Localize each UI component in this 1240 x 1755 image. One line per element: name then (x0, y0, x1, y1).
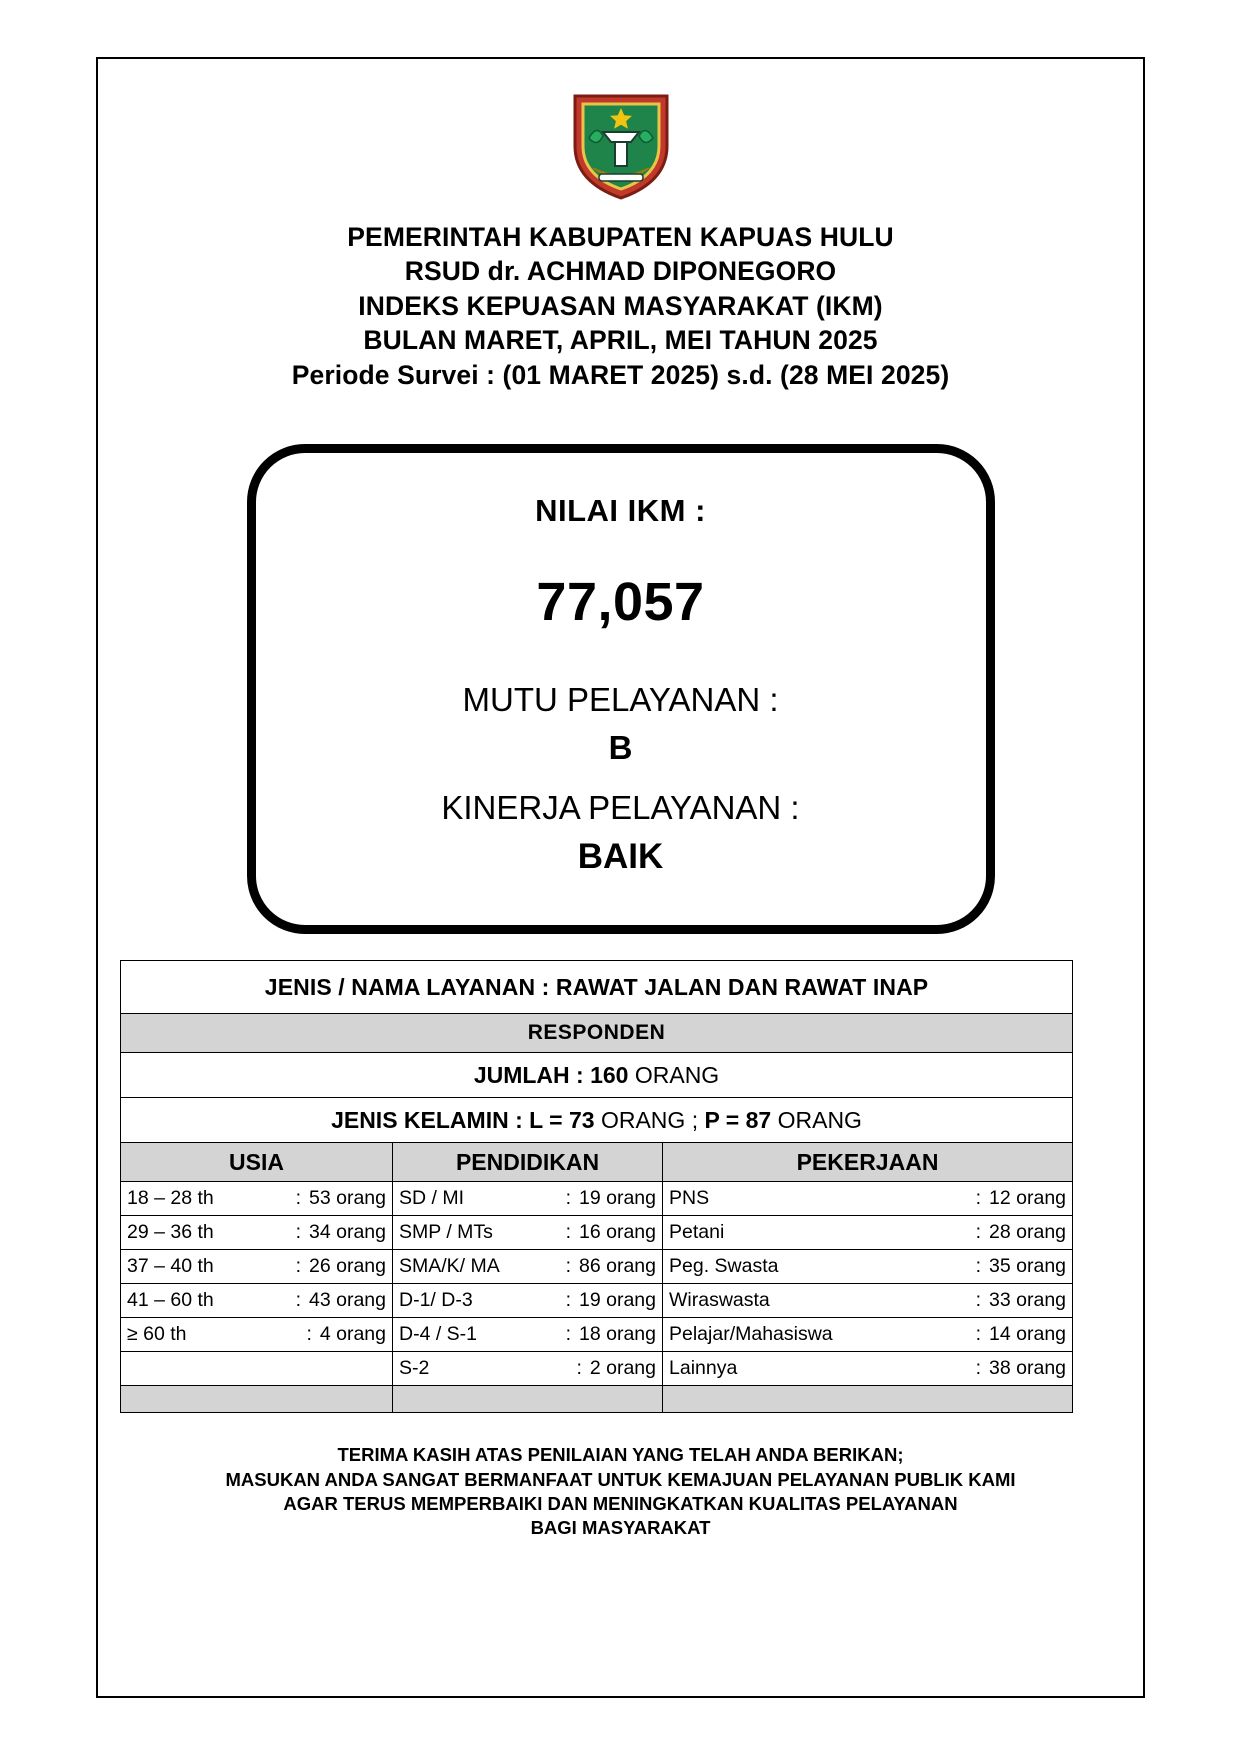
usia-sep: : (295, 1289, 302, 1312)
jumlah-suffix: ORANG (634, 1061, 720, 1088)
pekerjaan-value: 12 orang (989, 1187, 1067, 1210)
footer-line-3: AGAR TERUS MEMPERBAIKI DAN MENINGKATKAN KUALITAS PELAYANAN (283, 1493, 958, 1514)
heading-line-2: RSUD dr. ACHMAD DIPONEGORO (404, 256, 837, 287)
pendidikan-cell (393, 1182, 663, 1216)
table-row (121, 1318, 1073, 1352)
pekerjaan-label: PNS (669, 1187, 710, 1210)
responden-header-cell: RESPONDEN (121, 1014, 1073, 1053)
pendidikan-sep: : (565, 1323, 572, 1346)
pekerjaan-value: 33 orang (989, 1289, 1067, 1312)
kapuas-hulu-coat-of-arms-icon (569, 86, 673, 202)
kinerja-pelayanan-label: KINERJA PELAYANAN : (441, 789, 800, 827)
footer-line-2: MASUKAN ANDA SANGAT BERMANFAAT UNTUK KEMAJUAN PELAYANAN PUBLIK KAMI (225, 1468, 1016, 1490)
spacer-cell-usia (121, 1386, 393, 1413)
pendidikan-value: 19 orang (579, 1187, 656, 1210)
pekerjaan-cell (663, 1250, 1073, 1284)
pendidikan-sep: : (576, 1357, 582, 1380)
usia-cell (121, 1250, 393, 1284)
pendidikan-label: D-4 / S-1 (399, 1323, 478, 1346)
table-header-row (121, 1143, 1073, 1182)
pekerjaan-value: 28 orang (989, 1221, 1067, 1244)
column-header-usia: USIA (121, 1143, 393, 1182)
pekerjaan-cell (663, 1216, 1073, 1250)
pekerjaan-cell (663, 1318, 1073, 1352)
usia-label: 18 – 28 th (127, 1187, 214, 1210)
table-row-spacer (121, 1386, 1073, 1413)
nilai-ikm-value: 77,057 (536, 572, 705, 633)
heading-line-3: INDEKS KEPUASAN MASYARAKAT (IKM) (358, 290, 883, 321)
usia-sep: : (295, 1221, 302, 1244)
mutu-pelayanan-value: B (608, 729, 633, 767)
pekerjaan-cell (663, 1182, 1073, 1216)
spacer-cell-pekerjaan (663, 1386, 1073, 1413)
table-row (121, 1014, 1073, 1053)
jenis-kelamin-perempuan-unit: ORANG (777, 1106, 862, 1133)
pekerjaan-sep: : (975, 1323, 982, 1346)
heading-line-1: PEMERINTAH KABUPATEN KAPUAS HULU (347, 222, 894, 252)
pendidikan-cell (393, 1250, 663, 1284)
pendidikan-sep: : (565, 1255, 572, 1278)
jenis-kelamin-laki-unit: ORANG ; (600, 1106, 699, 1133)
footer-line-1: TERIMA KASIH ATAS PENILAIAN YANG TELAH ANDA BERIKAN; (337, 1444, 904, 1466)
usia-label: ≥ 60 th (127, 1323, 187, 1346)
usia-cell (121, 1284, 393, 1318)
table-row (121, 961, 1073, 1014)
pekerjaan-value: 35 orang (989, 1255, 1067, 1278)
pekerjaan-sep: : (975, 1357, 982, 1380)
usia-value: 34 orang (309, 1221, 386, 1244)
pekerjaan-sep: : (975, 1221, 982, 1244)
kinerja-pelayanan-value: BAIK (577, 837, 664, 877)
jenis-kelamin-laki: L = 73 (529, 1106, 595, 1133)
pendidikan-cell (393, 1284, 663, 1318)
jenis-kelamin-perempuan: P = 87 (704, 1106, 772, 1133)
usia-label: 29 – 36 th (127, 1221, 214, 1244)
pekerjaan-label: Lainnya (669, 1357, 738, 1380)
table-row (121, 1098, 1073, 1143)
table-row (121, 1182, 1073, 1216)
table-row (121, 1216, 1073, 1250)
table-row (121, 1352, 1073, 1386)
usia-cell (121, 1182, 393, 1216)
pendidikan-cell (393, 1216, 663, 1250)
pendidikan-value: 16 orang (579, 1221, 656, 1244)
pendidikan-cell (393, 1318, 663, 1352)
pendidikan-sep: : (565, 1187, 572, 1210)
pekerjaan-label: Peg. Swasta (669, 1255, 779, 1278)
pekerjaan-sep: : (975, 1255, 982, 1278)
usia-sep: : (295, 1255, 302, 1278)
table-row (121, 1284, 1073, 1318)
jumlah-cell (121, 1053, 1073, 1098)
pekerjaan-cell (663, 1352, 1073, 1386)
pekerjaan-sep: : (975, 1289, 982, 1312)
nilai-ikm-label: NILAI IKM : (535, 493, 706, 529)
pendidikan-label: SMA/K/ MA (399, 1255, 500, 1278)
logo-container (120, 86, 1121, 202)
pekerjaan-label: Wiraswasta (669, 1289, 770, 1312)
jenis-kelamin-label: JENIS KELAMIN : (331, 1106, 523, 1133)
usia-value: 26 orang (309, 1255, 386, 1278)
pendidikan-cell (393, 1352, 663, 1386)
usia-value: 53 orang (309, 1187, 386, 1210)
pendidikan-value: 18 orang (579, 1323, 656, 1346)
column-header-pendidikan: PENDIDIKAN (393, 1143, 663, 1182)
pendidikan-sep: : (565, 1221, 572, 1244)
pekerjaan-value: 38 orang (989, 1357, 1067, 1380)
pekerjaan-cell (663, 1284, 1073, 1318)
ikm-score-box (247, 444, 995, 934)
pendidikan-label: S-2 (399, 1357, 430, 1380)
pendidikan-value: 2 orang (589, 1357, 656, 1380)
pekerjaan-value: 14 orang (989, 1323, 1067, 1346)
pendidikan-sep: : (565, 1289, 572, 1312)
document-heading (120, 220, 1121, 392)
table-row (121, 1250, 1073, 1284)
pekerjaan-label: Pelajar/Mahasiswa (669, 1323, 833, 1346)
spacer-cell-pendidikan (393, 1386, 663, 1413)
heading-survey-period: Periode Survei : (01 MARET 2025) s.d. (28 MEI 2025) (291, 359, 950, 390)
respondent-table (120, 960, 1073, 1413)
usia-sep: : (306, 1323, 312, 1346)
mutu-pelayanan-label: MUTU PELAYANAN : (462, 681, 779, 719)
footer-note (120, 1443, 1121, 1541)
heading-line-4: BULAN MARET, APRIL, MEI TAHUN 2025 (363, 325, 878, 356)
service-name-cell: JENIS / NAMA LAYANAN : RAWAT JALAN DAN RAWAT INAP (121, 961, 1073, 1014)
usia-label: 41 – 60 th (127, 1289, 214, 1312)
jenis-kelamin-cell (121, 1098, 1073, 1143)
pekerjaan-label: Petani (669, 1221, 725, 1244)
usia-label: 37 – 40 th (127, 1255, 214, 1278)
usia-sep: : (295, 1187, 302, 1210)
jumlah-prefix: JUMLAH : 160 (473, 1061, 629, 1088)
usia-cell (121, 1216, 393, 1250)
usia-value: 4 orang (319, 1323, 386, 1346)
column-header-pekerjaan: PEKERJAAN (663, 1143, 1073, 1182)
pendidikan-label: SMP / MTs (399, 1221, 493, 1244)
usia-cell-empty (121, 1352, 393, 1386)
document-page (96, 57, 1145, 1698)
pendidikan-label: D-1/ D-3 (399, 1289, 473, 1312)
usia-value: 43 orang (309, 1289, 386, 1312)
pendidikan-value: 19 orang (579, 1289, 656, 1312)
pendidikan-label: SD / MI (399, 1187, 465, 1210)
pendidikan-value: 86 orang (579, 1255, 656, 1278)
usia-cell (121, 1318, 393, 1352)
footer-line-4: BAGI MASYARAKAT (530, 1517, 711, 1539)
table-row (121, 1053, 1073, 1098)
pekerjaan-sep: : (975, 1187, 982, 1210)
